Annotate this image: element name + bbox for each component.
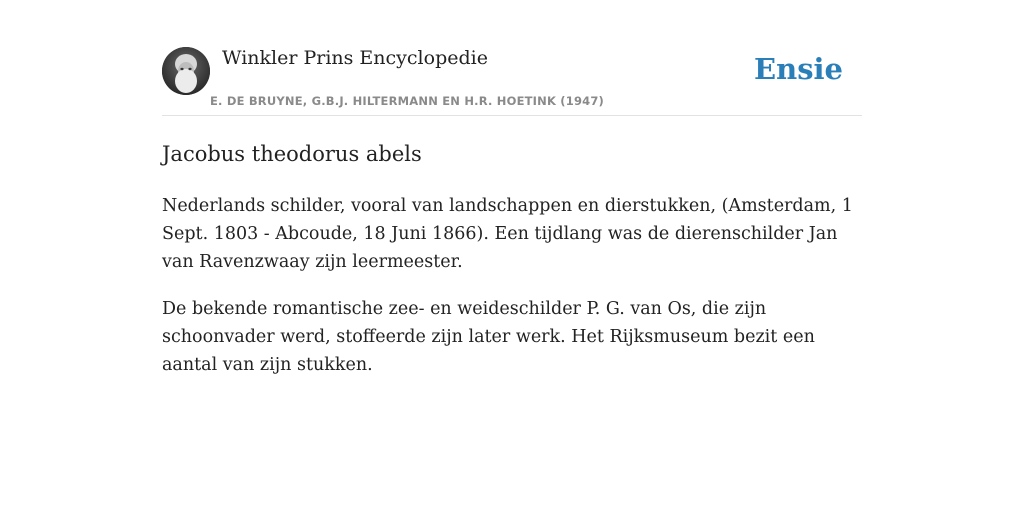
page-container [162, 0, 862, 375]
authors-credit: E. DE BRUYNE, G.B.J. HILTERMANN EN H.R. HOETINK (1947) [210, 94, 605, 108]
article-paragraph: Nederlands schilder, vooral van landschappen en dierstukken, (Amsterdam, 1 Sept. 1803 - Abcoude, 18 Juni 1866). Een tijdlang was de dierenschilder Jan van Ravenzwaay zijn leermeester. [162, 196, 853, 272]
ensie-logo-link[interactable]: Ensie [754, 52, 843, 86]
article-paragraph: De bekende romantische zee- en weideschilder P. G. van Os, die zijn schoonvader werd, stoffeerde zijn later werk. Het Rijksmuseum bezit een aantal van zijn stukken. [162, 299, 815, 375]
article-body [162, 192, 862, 398]
header [162, 0, 862, 116]
article-title: Jacobus theodorus abels [162, 142, 422, 166]
site-title[interactable]: Winkler Prins Encyclopedie [222, 47, 488, 69]
author-portrait-avatar[interactable] [162, 47, 210, 95]
portrait-icon [162, 47, 210, 95]
